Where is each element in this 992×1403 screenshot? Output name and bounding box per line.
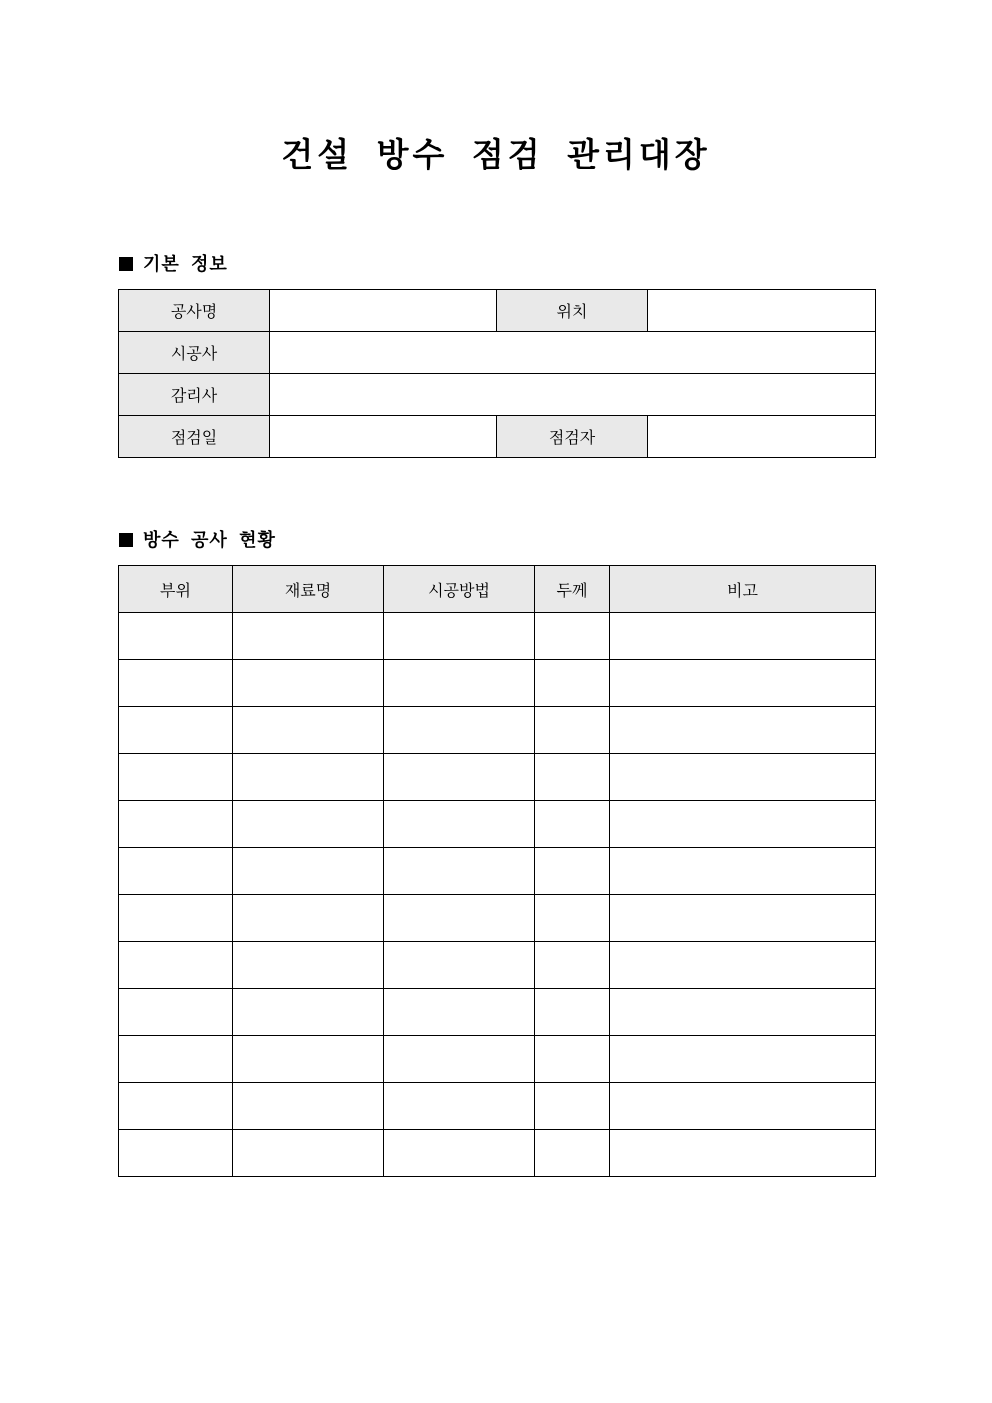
location-field[interactable] bbox=[648, 290, 876, 332]
column-header-method: 시공방법 bbox=[384, 566, 535, 613]
table-row bbox=[119, 1083, 876, 1130]
column-header-remarks: 비고 bbox=[610, 566, 876, 613]
table-row bbox=[119, 942, 876, 989]
method-cell[interactable] bbox=[384, 895, 535, 942]
table-row bbox=[119, 374, 876, 416]
remarks-cell[interactable] bbox=[610, 1083, 876, 1130]
part-cell[interactable] bbox=[119, 1083, 233, 1130]
remarks-cell[interactable] bbox=[610, 989, 876, 1036]
method-cell[interactable] bbox=[384, 801, 535, 848]
remarks-cell[interactable] bbox=[610, 895, 876, 942]
remarks-cell[interactable] bbox=[610, 660, 876, 707]
table-row bbox=[119, 989, 876, 1036]
method-cell[interactable] bbox=[384, 613, 535, 660]
method-cell[interactable] bbox=[384, 989, 535, 1036]
material-cell[interactable] bbox=[233, 1083, 384, 1130]
remarks-cell[interactable] bbox=[610, 848, 876, 895]
project-name-label: 공사명 bbox=[119, 290, 270, 332]
method-cell[interactable] bbox=[384, 707, 535, 754]
waterproofing-status-rows bbox=[119, 613, 876, 1177]
square-bullet-icon bbox=[119, 533, 133, 547]
material-cell[interactable] bbox=[233, 848, 384, 895]
thickness-cell[interactable] bbox=[535, 989, 610, 1036]
remarks-cell[interactable] bbox=[610, 707, 876, 754]
method-cell[interactable] bbox=[384, 1130, 535, 1177]
waterproofing-status-table bbox=[118, 565, 876, 1177]
part-cell[interactable] bbox=[119, 848, 233, 895]
section-heading-basic-info bbox=[119, 253, 228, 277]
material-cell[interactable] bbox=[233, 989, 384, 1036]
part-cell[interactable] bbox=[119, 754, 233, 801]
part-cell[interactable] bbox=[119, 801, 233, 848]
section-heading-waterproofing-status bbox=[119, 529, 276, 553]
remarks-cell[interactable] bbox=[610, 754, 876, 801]
table-row bbox=[119, 660, 876, 707]
project-name-field[interactable] bbox=[270, 290, 497, 332]
table-row bbox=[119, 290, 876, 332]
contractor-field[interactable] bbox=[270, 332, 876, 374]
remarks-cell[interactable] bbox=[610, 942, 876, 989]
square-bullet-icon bbox=[119, 257, 133, 271]
thickness-cell[interactable] bbox=[535, 707, 610, 754]
thickness-cell[interactable] bbox=[535, 754, 610, 801]
table-row bbox=[119, 707, 876, 754]
part-cell[interactable] bbox=[119, 942, 233, 989]
material-cell[interactable] bbox=[233, 1036, 384, 1083]
part-cell[interactable] bbox=[119, 1036, 233, 1083]
material-cell[interactable] bbox=[233, 707, 384, 754]
section-heading-label: 방수 공사 현황 bbox=[143, 530, 276, 551]
table-row bbox=[119, 416, 876, 458]
thickness-cell[interactable] bbox=[535, 942, 610, 989]
table-row bbox=[119, 332, 876, 374]
table-row bbox=[119, 754, 876, 801]
method-cell[interactable] bbox=[384, 1083, 535, 1130]
method-cell[interactable] bbox=[384, 754, 535, 801]
part-cell[interactable] bbox=[119, 1130, 233, 1177]
supervisor-field[interactable] bbox=[270, 374, 876, 416]
method-cell[interactable] bbox=[384, 848, 535, 895]
section-heading-label: 기본 정보 bbox=[143, 254, 228, 275]
material-cell[interactable] bbox=[233, 660, 384, 707]
thickness-cell[interactable] bbox=[535, 1083, 610, 1130]
supervisor-label: 감리사 bbox=[119, 374, 270, 416]
method-cell[interactable] bbox=[384, 1036, 535, 1083]
material-cell[interactable] bbox=[233, 1130, 384, 1177]
thickness-cell[interactable] bbox=[535, 660, 610, 707]
inspector-label: 점검자 bbox=[497, 416, 648, 458]
material-cell[interactable] bbox=[233, 942, 384, 989]
thickness-cell[interactable] bbox=[535, 613, 610, 660]
part-cell[interactable] bbox=[119, 660, 233, 707]
method-cell[interactable] bbox=[384, 942, 535, 989]
column-header-material: 재료명 bbox=[233, 566, 384, 613]
table-row bbox=[119, 1130, 876, 1177]
inspection-date-field[interactable] bbox=[270, 416, 497, 458]
remarks-cell[interactable] bbox=[610, 1130, 876, 1177]
table-row bbox=[119, 613, 876, 660]
material-cell[interactable] bbox=[233, 801, 384, 848]
remarks-cell[interactable] bbox=[610, 1036, 876, 1083]
table-header-row bbox=[119, 566, 876, 613]
table-row bbox=[119, 801, 876, 848]
part-cell[interactable] bbox=[119, 613, 233, 660]
remarks-cell[interactable] bbox=[610, 801, 876, 848]
column-header-thickness: 두께 bbox=[535, 566, 610, 613]
part-cell[interactable] bbox=[119, 707, 233, 754]
thickness-cell[interactable] bbox=[535, 895, 610, 942]
thickness-cell[interactable] bbox=[535, 801, 610, 848]
part-cell[interactable] bbox=[119, 895, 233, 942]
table-row bbox=[119, 895, 876, 942]
basic-info-table bbox=[118, 289, 876, 458]
remarks-cell[interactable] bbox=[610, 613, 876, 660]
table-row bbox=[119, 848, 876, 895]
thickness-cell[interactable] bbox=[535, 848, 610, 895]
thickness-cell[interactable] bbox=[535, 1130, 610, 1177]
part-cell[interactable] bbox=[119, 989, 233, 1036]
contractor-label: 시공사 bbox=[119, 332, 270, 374]
table-row bbox=[119, 1036, 876, 1083]
column-header-part: 부위 bbox=[119, 566, 233, 613]
method-cell[interactable] bbox=[384, 660, 535, 707]
material-cell[interactable] bbox=[233, 613, 384, 660]
material-cell[interactable] bbox=[233, 754, 384, 801]
document-title: 건설 방수 점검 관리대장 bbox=[281, 135, 711, 174]
thickness-cell[interactable] bbox=[535, 1036, 610, 1083]
inspector-field[interactable] bbox=[648, 416, 876, 458]
material-cell[interactable] bbox=[233, 895, 384, 942]
inspection-date-label: 점검일 bbox=[119, 416, 270, 458]
location-label: 위치 bbox=[497, 290, 648, 332]
